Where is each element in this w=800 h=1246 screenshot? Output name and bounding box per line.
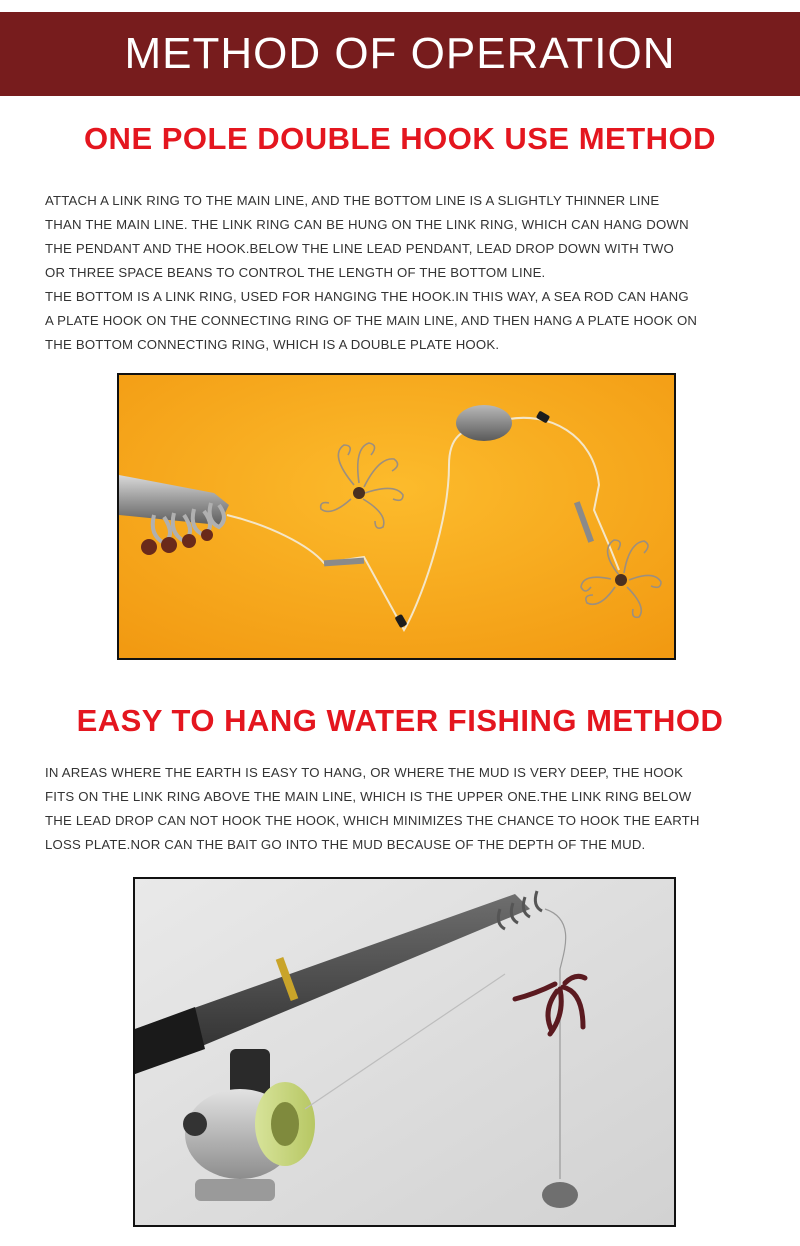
section1-line: ATTACH A LINK RING TO THE MAIN LINE, AND THE BOTTOM LINE IS A SLIGHTLY THINNER LINE [45,193,660,208]
rod-reel-rig-photo [133,877,676,1227]
section2-line: FITS ON THE LINK RING ABOVE THE MAIN LINE, WHICH IS THE UPPER ONE.THE LINK RING BELOW [45,789,692,804]
section2-heading: EASY TO HANG WATER FISHING METHOD [76,703,724,738]
page-title: METHOD OF OPERATION [124,29,676,78]
double-hook-rig-illustration [119,375,674,658]
section1-heading: ONE POLE DOUBLE HOOK USE METHOD [83,121,717,156]
rod-reel-illustration [135,879,674,1225]
section2-line: THE LEAD DROP CAN NOT HOOK THE HOOK, WHICH MINIMIZES THE CHANCE TO HOOK THE EARTH [45,813,700,828]
section2-line: LOSS PLATE.NOR CAN THE BAIT GO INTO THE MUD BECAUSE OF THE DEPTH OF THE MUD. [45,837,646,852]
lead-sinker [542,1182,578,1208]
lead-sinker [456,405,512,441]
section1-line: A PLATE HOOK ON THE CONNECTING RING OF THE MAIN LINE, AND THEN HANG A PLATE HOOK ON [45,313,698,328]
section2-paragraph [45,761,770,857]
header-banner [0,12,800,96]
section1-paragraph [45,189,770,357]
section1-line: THE BOTTOM CONNECTING RING, WHICH IS A DOUBLE PLATE HOOK. [45,337,500,352]
section2-line: IN AREAS WHERE THE EARTH IS EASY TO HANG, OR WHERE THE MUD IS VERY DEEP, THE HOOK [45,765,684,780]
section1-line: THE PENDANT AND THE HOOK.BELOW THE LINE LEAD PENDANT, LEAD DROP DOWN WITH TWO [45,241,674,256]
section1-line: THAN THE MAIN LINE. THE LINK RING CAN BE HUNG ON THE LINK RING, WHICH CAN HANG DOWN [45,217,689,232]
section1-line: OR THREE SPACE BEANS TO CONTROL THE LENGTH OF THE BOTTOM LINE. [45,265,546,280]
section1-line: THE BOTTOM IS A LINK RING, USED FOR HANGING THE HOOK.IN THIS WAY, A SEA ROD CAN HANG [45,289,689,304]
double-hook-rig-photo [117,373,676,660]
